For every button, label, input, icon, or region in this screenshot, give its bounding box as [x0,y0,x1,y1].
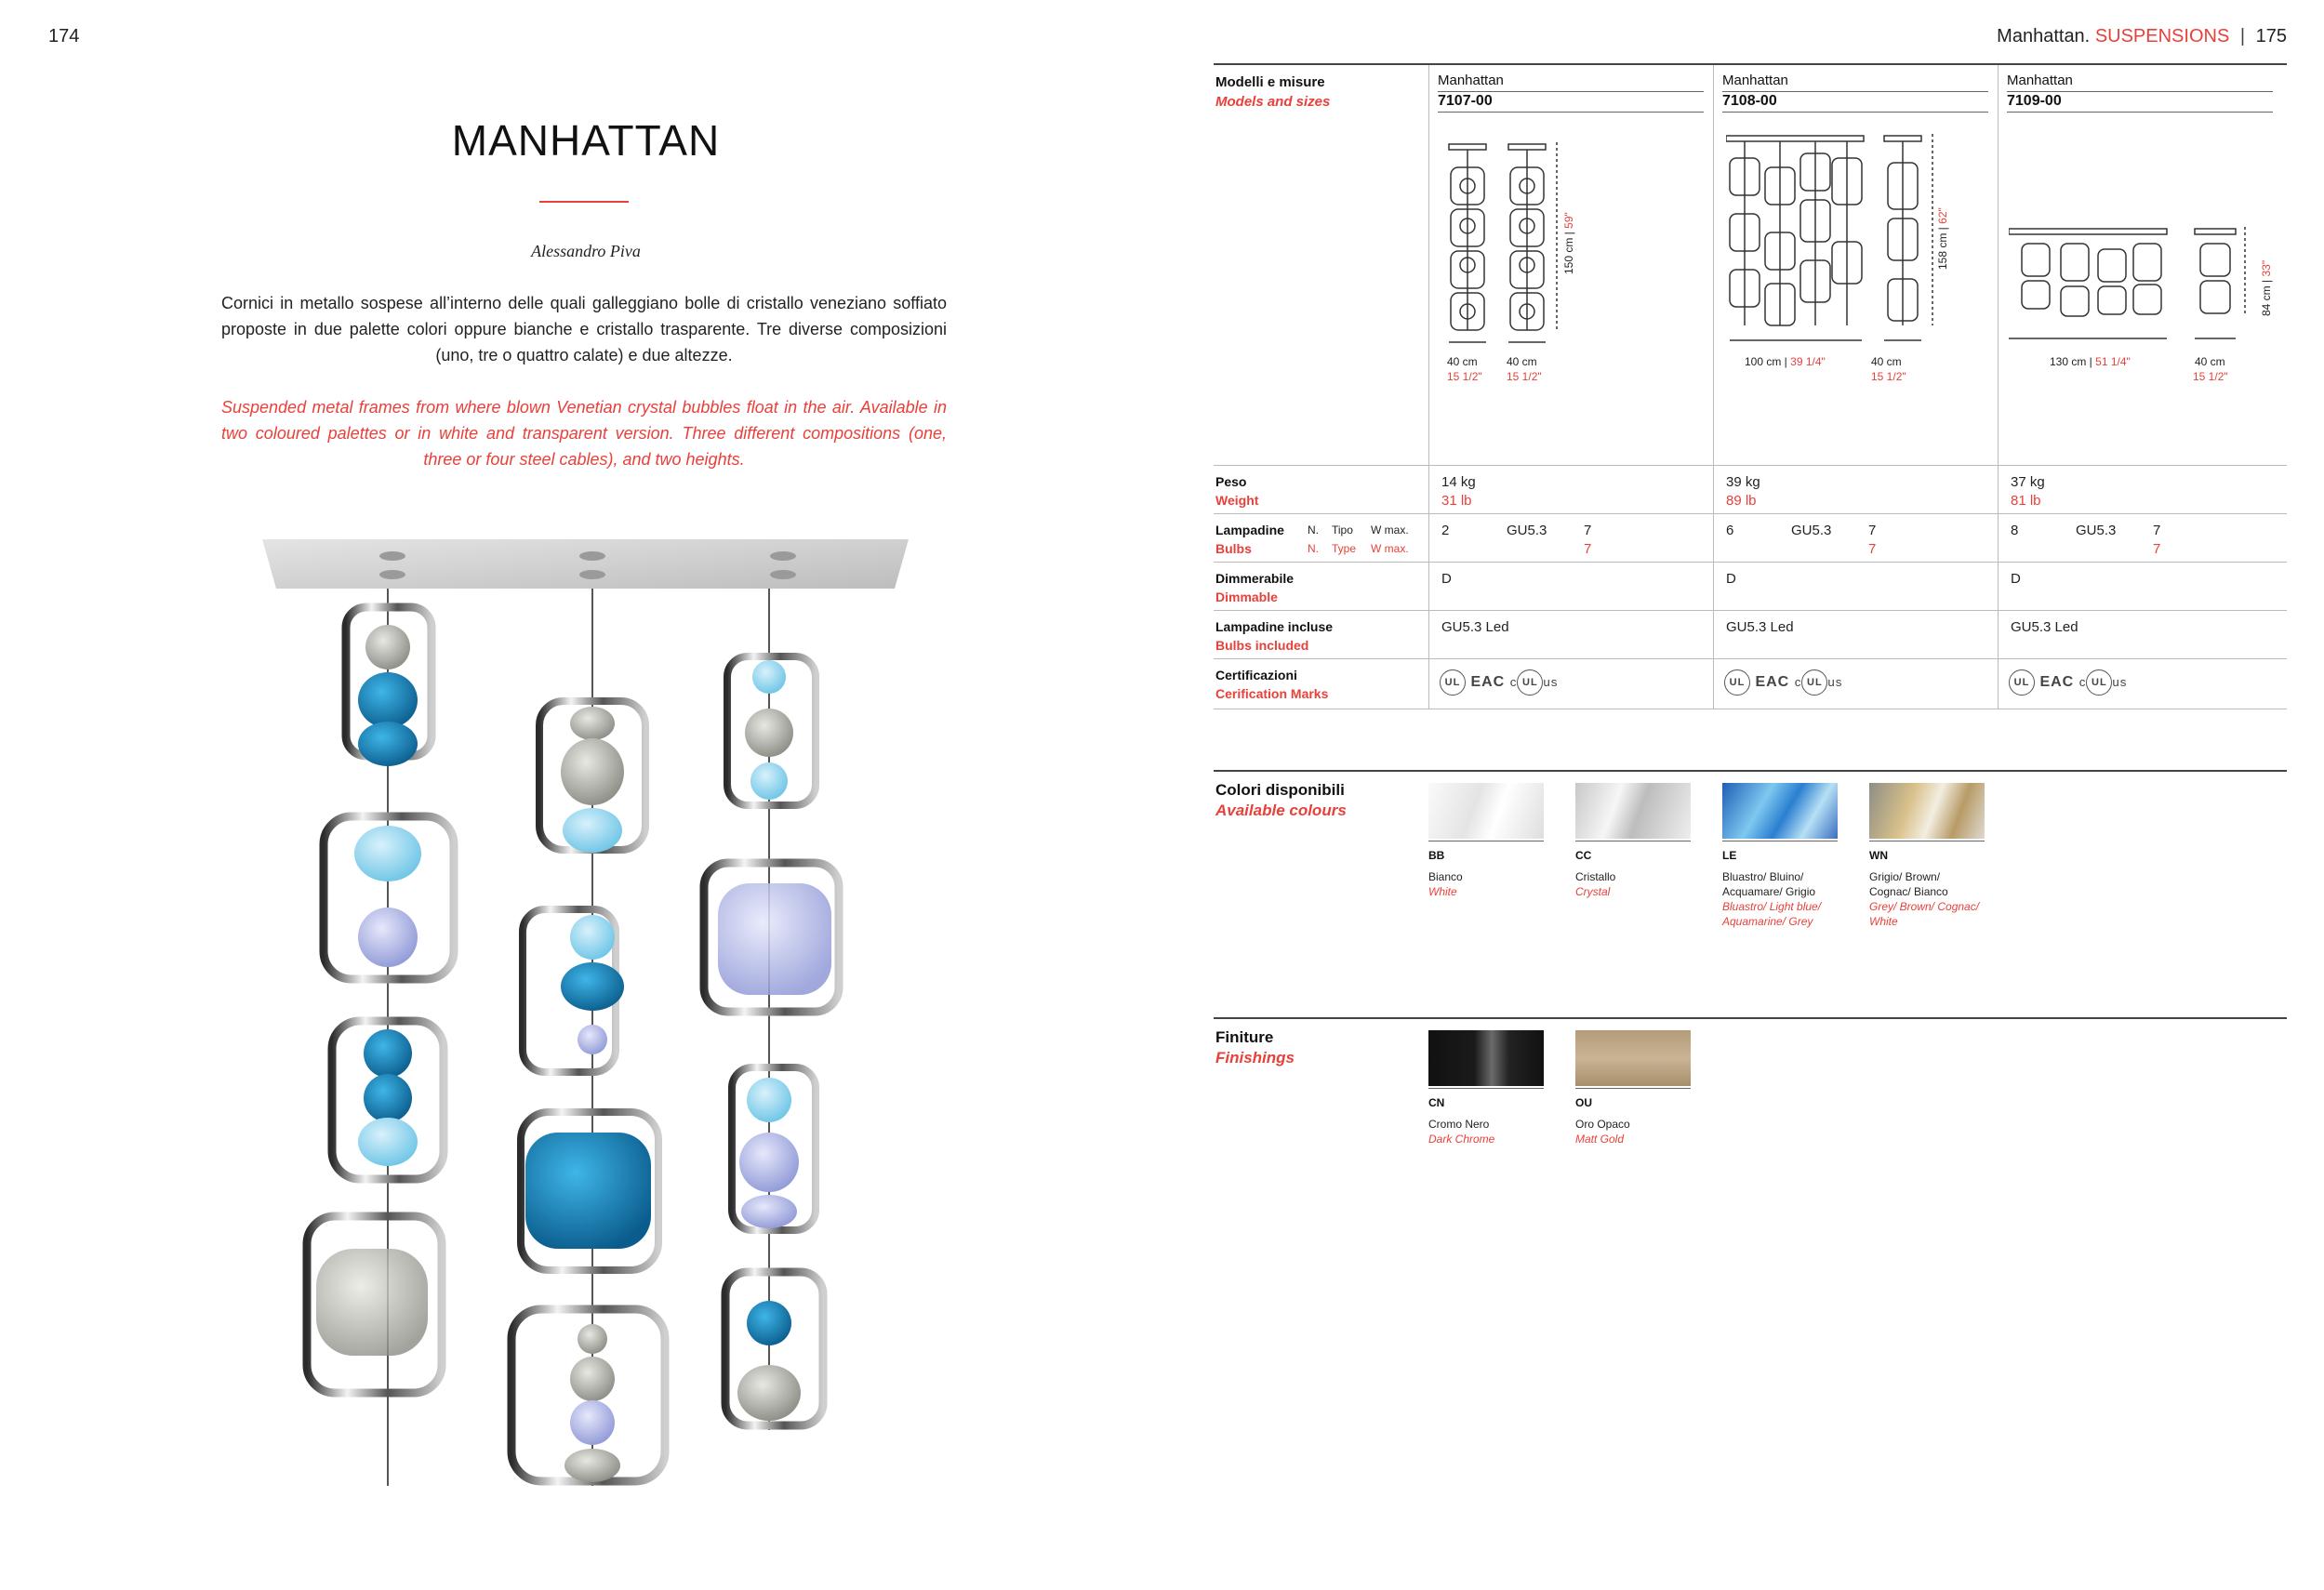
model-2-code: 7108-00 [1722,93,1777,109]
designer-name: Alessandro Piva [531,242,641,260]
running-header [1997,26,2287,47]
model-2-dim-1-cm-value: 100 cm | [1745,355,1791,368]
finish-swatch-cn[interactable] [1428,1030,1544,1146]
model-2-bulbs-n: 6 [1726,523,1734,538]
model-1-rule-2 [1438,112,1704,113]
us-mark: us [1827,675,1843,690]
swatch-wn-name: Grigio/ Brown/ Cognac/ Bianco [1869,870,1948,898]
model-1-dim-2-in: 15 1/2" [1507,370,1542,383]
model-2-name: Manhattan [1722,73,1788,88]
model-1-height [1562,135,1575,274]
swatch-cn-name: Cromo Nero [1428,1118,1490,1131]
model-3-height [2260,223,2273,316]
swatch-cn-code: CN [1428,1096,1445,1109]
swatch-ou-code: OU [1575,1096,1592,1109]
model-3-dim-1-cm-value: 130 cm | [2050,355,2096,368]
weight-label: Peso [1215,474,1247,489]
header-product: Manhattan. [1997,26,2091,46]
models-label-en: Models and sizes [1215,94,1331,110]
model-2-height-in: 62" [1936,207,1949,224]
model-2-bulbs-type: GU5.3 [1791,523,1832,538]
swatch-le-name: Bluastro/ Bluino/ Acquamare/ Grigio [1722,870,1816,898]
swatch-wn-image [1869,783,1985,839]
model-1-drawing [1438,135,1605,344]
bulbs-n-label-en: N. [1308,542,1319,555]
bulbs-type-label-en: Type [1332,542,1357,555]
model-3-drawing [2009,223,2260,349]
model-2-bulbs-w-en: 7 [1868,541,1877,557]
model-3-dim-1-in: 51 1/4" [2095,355,2131,368]
model-2-dimmable: D [1726,571,1736,587]
model-1-dimmable: D [1441,571,1452,587]
model-1-height-cm: 150 cm | [1562,228,1575,274]
colours-rule [1214,770,2287,772]
model-2-height-cm: 158 cm | [1936,223,1949,270]
swatch-wn-code: WN [1869,849,1888,862]
model-3-cert-marks [2009,669,2127,696]
bulbs-label: Lampadine [1215,523,1284,537]
swatch-bb-code: BB [1428,849,1445,862]
swatch-le-image [1722,783,1838,839]
model-3-height-cm: 84 cm | [2260,276,2273,316]
model-3-weight-lb: 81 lb [2011,493,2041,509]
model-1-height-in: 59" [1562,212,1575,229]
model-1-dim-1-in: 15 1/2" [1447,370,1482,383]
swatch-cn-image [1428,1030,1544,1086]
model-1-code: 7107-00 [1438,93,1493,109]
model-3-dim-1-cm [2050,355,2131,368]
included-label: Lampadine incluse [1215,619,1334,634]
ul-mark-icon: UL [1440,669,1466,696]
c-mark: c [1509,675,1518,690]
model-1-weight-lb: 31 lb [1441,493,1472,509]
model-1-rule [1438,91,1704,92]
finish-swatch-ou[interactable] [1575,1030,1691,1146]
weight-label-en: Weight [1215,493,1259,508]
eac-mark: EAC [1470,674,1506,691]
model-3-dimmable: D [2011,571,2021,587]
swatch-cn-name-en: Dark Chrome [1428,1133,1495,1146]
description-italian: Cornici in metallo sospese all’interno delle quali galleggiano bolle di cristallo veneziano soffiato proposte in due palette colori oppure bianche e cristallo trasparente. Tre diverse composizioni (uno, tre o quattro calate) e due altezze. [221,294,947,364]
description-english: Suspended metal frames from where blown Venetian crystal bubbles float in the air. Available in two coloured palettes or in white and transparent version. Three different compositions (one, three or four steel cables), and two heights. [221,398,947,469]
swatch-ou-name: Oro Opaco [1575,1118,1630,1131]
model-3-height-in: 33" [2260,259,2273,277]
model-3-rule [2007,91,2273,92]
header-section: SUSPENSIONS [2094,26,2230,46]
cert-label: Certificazioni [1215,668,1297,682]
swatch-cc-name: Cristallo [1575,870,1616,883]
table-top-rule [1214,63,2287,65]
swatch-le-code: LE [1722,849,1737,862]
swatch-wn-name-en: Grey/ Brown/ Cognac/ White [1869,900,1980,928]
header-separator: | [2239,26,2246,46]
swatch-bb-name-en: White [1428,885,1457,898]
swatch-cc-image [1575,783,1691,839]
included-label-en: Bulbs included [1215,638,1309,653]
model-3-weight: 37 kg [2011,474,2045,490]
model-1-dim-2-cm: 40 cm [1507,355,1537,368]
colour-swatch-le[interactable] [1722,783,1838,929]
model-2-dim-2-cm: 40 cm [1871,355,1902,368]
ul-mark-icon: UL [2009,669,2035,696]
finishes-label-en: Finishings [1215,1049,1295,1067]
colour-swatch-cc[interactable] [1575,783,1691,899]
model-3-bulbs-w-en: 7 [2153,541,2161,557]
model-3-code: 7109-00 [2007,93,2062,109]
model-1-bulbs-type: GU5.3 [1507,523,1547,538]
swatch-cc-name-en: Crystal [1575,885,1611,898]
model-2-included: GU5.3 Led [1726,619,1794,635]
eac-mark: EAC [1755,674,1790,691]
model-1-dim-1-cm: 40 cm [1447,355,1478,368]
c-mark: c [1794,675,1802,690]
bulbs-type-label: Tipo [1332,523,1353,537]
row-rule-included [1214,610,2287,611]
model-2-dim-1-in: 39 1/4" [1790,355,1826,368]
dimmable-label: Dimmerabile [1215,571,1295,586]
model-3-included: GU5.3 Led [2011,619,2078,635]
model-3-bulbs-n: 8 [2011,523,2019,538]
column-divider-2 [1713,65,1714,709]
cul-mark-icon: UL [2086,669,2112,696]
swatch-bb-name: Bianco [1428,870,1463,883]
column-divider-3 [1998,65,1999,709]
row-rule-weight [1214,465,2287,466]
us-mark: us [2112,675,2128,690]
row-rule-bulbs [1214,513,2287,514]
model-2-dim-2-in: 15 1/2" [1871,370,1906,383]
swatch-ou-image [1575,1030,1691,1086]
swatch-ou-name-en: Matt Gold [1575,1133,1625,1146]
bulbs-wmax-label-en: W max. [1371,542,1409,555]
colour-swatch-bb[interactable] [1428,783,1544,899]
page-number-left: 174 [48,26,80,46]
swatch-cc-code: CC [1575,849,1592,862]
colour-swatch-wn[interactable] [1869,783,1985,929]
models-label: Modelli e misure [1215,74,1325,90]
cul-mark-icon: UL [1801,669,1827,696]
dimmable-label-en: Dimmable [1215,590,1278,604]
product-title: MANHATTAN [451,116,721,165]
swatch-le-name-en: Bluastro/ Light blue/ Aquamarine/ Grey [1722,900,1822,928]
product-photo [262,537,909,1495]
ul-mark-icon: UL [1724,669,1750,696]
model-1-bulbs-w-en: 7 [1584,541,1592,557]
row-rule-dimmable [1214,562,2287,563]
model-1-weight: 14 kg [1441,474,1476,490]
colours-label: Colori disponibili [1215,781,1345,799]
model-2-weight-lb: 89 lb [1726,493,1757,509]
model-3-bulbs-type: GU5.3 [2076,523,2117,538]
finishes-rule [1214,1017,2287,1019]
page-number-right: 175 [2255,26,2287,46]
row-rule-cert [1214,658,2287,659]
title-divider [539,201,629,203]
model-3-dim-2-cm: 40 cm [2195,355,2225,368]
model-3-name: Manhattan [2007,73,2073,88]
model-1-bulbs-n: 2 [1441,523,1450,538]
model-3-dim-2-in: 15 1/2" [2193,370,2228,383]
bulbs-wmax-label: W max. [1371,523,1409,537]
column-divider-1 [1428,65,1429,709]
model-1-bulbs-w: 7 [1584,523,1592,538]
model-2-bulbs-w: 7 [1868,523,1877,538]
finishes-label: Finiture [1215,1028,1274,1046]
bulbs-n-label: N. [1308,523,1319,537]
model-2-dim-1-cm [1745,355,1826,368]
model-1-included: GU5.3 Led [1441,619,1509,635]
model-2-height [1936,130,1949,270]
model-2-rule-2 [1722,112,1988,113]
model-3-rule-2 [2007,112,2273,113]
model-2-cert-marks [1724,669,1842,696]
cul-mark-icon: UL [1517,669,1543,696]
us-mark: us [1543,675,1559,690]
model-1-cert-marks [1440,669,1558,696]
model-1-name: Manhattan [1438,73,1504,88]
model-2-rule [1722,91,1988,92]
colours-label-en: Available colours [1215,802,1347,819]
model-3-bulbs-w: 7 [2153,523,2161,538]
c-mark: c [2078,675,2087,690]
model-2-weight: 39 kg [1726,474,1760,490]
cert-label-en: Cerification Marks [1215,686,1329,701]
eac-mark: EAC [2039,674,2075,691]
bulbs-label-en: Bulbs [1215,541,1252,556]
swatch-bb-image [1428,783,1544,839]
